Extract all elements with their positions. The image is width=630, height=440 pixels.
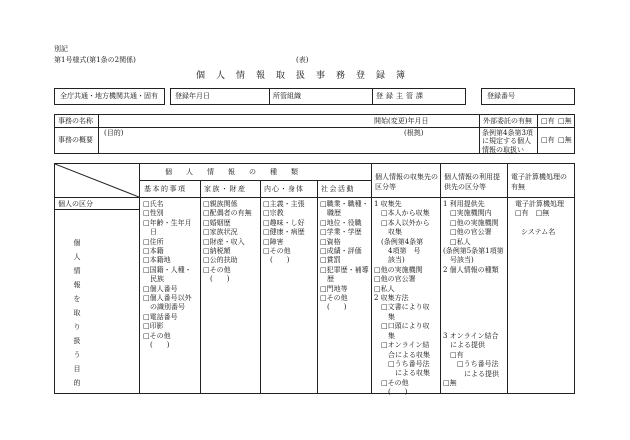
list-item[interactable]: □成績・評価 bbox=[320, 247, 362, 256]
list-item[interactable]: □他の実施機関 bbox=[374, 265, 423, 274]
list-item[interactable]: □うち番号法 bbox=[374, 359, 430, 368]
list-item[interactable]: □性別 bbox=[143, 209, 164, 218]
list-item: 集 bbox=[374, 331, 395, 340]
list-item: の識別番号 bbox=[143, 303, 185, 312]
external-yes[interactable]: □有 bbox=[541, 117, 555, 125]
mind-items bbox=[263, 200, 305, 266]
list-item[interactable]: □障害 bbox=[263, 237, 284, 246]
individual-category-label: 個人の区分 bbox=[58, 200, 93, 208]
list-item[interactable]: □電話番号 bbox=[143, 312, 178, 321]
list-item[interactable]: □婚姻歴 bbox=[203, 218, 231, 227]
front-side-label: (表) bbox=[296, 56, 309, 64]
organization-label: 全庁共通・地方機関共通・固有 bbox=[60, 92, 158, 100]
list-item: 歴 bbox=[320, 275, 334, 284]
affair-name-label: 事務の名称 bbox=[58, 117, 93, 125]
list-item: 職歴 bbox=[320, 209, 341, 218]
ecomp-items bbox=[515, 200, 564, 238]
provide-header: 個人情報の利用提供先の区分等 bbox=[444, 173, 500, 191]
list-item[interactable]: □国籍・人種・ bbox=[143, 265, 192, 274]
list-item[interactable]: □個人番号 bbox=[143, 284, 178, 293]
list-item[interactable]: □門地等 bbox=[320, 284, 348, 293]
list-item: ( ) bbox=[320, 303, 347, 312]
list-item[interactable]: □納税額 bbox=[203, 247, 231, 256]
list-item: 民族 bbox=[143, 275, 164, 284]
list-item[interactable]: □有 bbox=[443, 350, 464, 359]
external-consignment-label: 外部委託の有無 bbox=[483, 117, 532, 125]
list-item: ( ) bbox=[374, 388, 408, 397]
list-item[interactable]: □口頭により収 bbox=[374, 322, 430, 331]
family-items bbox=[203, 200, 252, 285]
list-item[interactable]: □他の実施機関 bbox=[443, 218, 499, 227]
summary-block bbox=[54, 114, 575, 154]
list-item: 合による収集 bbox=[374, 350, 430, 359]
list-item: ( ) bbox=[263, 256, 290, 265]
page-title: 個人情報取扱事務登録簿 bbox=[196, 71, 417, 81]
list-item[interactable]: □有 □無 bbox=[515, 209, 550, 218]
list-item[interactable]: □その他 bbox=[374, 378, 409, 387]
list-item[interactable]: □主義・主張 bbox=[263, 200, 305, 208]
department-label: 所管組織 bbox=[273, 92, 301, 100]
list-item[interactable]: □住所 bbox=[143, 237, 164, 246]
article4-no[interactable]: □無 bbox=[558, 136, 572, 144]
list-item[interactable]: □犯罪歴・補導 bbox=[320, 265, 369, 274]
list-item: 2 個人情報の種類 bbox=[443, 265, 499, 274]
ecomp-header: 電子計算機処理の有無 bbox=[511, 173, 567, 191]
list-item[interactable]: □年齢・生年月 bbox=[143, 218, 192, 227]
collect-header: 個人情報の収集先の区分等 bbox=[375, 173, 438, 191]
list-item: ( ) bbox=[203, 275, 230, 284]
list-item: ( ) bbox=[143, 341, 170, 350]
list-item: 該当) bbox=[374, 256, 405, 265]
provide-items bbox=[443, 200, 504, 275]
list-item[interactable]: □資格 bbox=[320, 237, 341, 246]
basic-header: 基本的事項 bbox=[144, 185, 187, 193]
article4-yes[interactable]: □有 bbox=[541, 136, 555, 144]
article4-label: 条例第4条第3項に規定する個人情報の取扱い bbox=[482, 129, 533, 154]
list-item[interactable]: □他の官公署 bbox=[443, 228, 492, 237]
list-item[interactable]: □財産・収入 bbox=[203, 237, 245, 246]
registration-number-field bbox=[481, 88, 575, 105]
list-item[interactable]: □賞罰 bbox=[320, 256, 341, 265]
list-item: による提供 bbox=[443, 369, 499, 378]
list-item[interactable]: □本籍 bbox=[143, 247, 164, 256]
collect-items bbox=[374, 200, 430, 398]
registrant-label: 登録主管課 bbox=[376, 92, 426, 100]
list-item[interactable]: □趣味・し好 bbox=[263, 218, 305, 227]
list-item: (条例第4条第 bbox=[374, 237, 424, 246]
form-number: 第1号様式(第1条の2関係) bbox=[54, 56, 136, 64]
external-no[interactable]: □無 bbox=[558, 117, 572, 125]
list-item[interactable]: □印影 bbox=[143, 322, 164, 331]
list-item[interactable]: □他の官公署 bbox=[374, 275, 416, 284]
list-item[interactable]: □学業・学歴 bbox=[320, 228, 362, 237]
list-item[interactable]: □本人から収集 bbox=[374, 209, 430, 218]
social-header: 社会活動 bbox=[321, 185, 355, 193]
family-header: 家族・財産 bbox=[204, 185, 247, 193]
list-item[interactable]: □文書により収 bbox=[374, 303, 430, 312]
start-date-label: 開始(変更)年月日 bbox=[374, 117, 429, 125]
social-items bbox=[320, 200, 369, 313]
list-item: 集 bbox=[374, 312, 395, 321]
organization-field bbox=[54, 88, 165, 105]
registration-number-label: 登録番号 bbox=[487, 92, 515, 100]
list-item[interactable]: □宗教 bbox=[263, 209, 284, 218]
list-item[interactable]: □その他 bbox=[263, 247, 291, 256]
registration-date-label: 登録年月日 bbox=[175, 92, 210, 100]
list-item[interactable]: □私人 bbox=[374, 284, 395, 293]
affair-summary-label: 事務の概要 bbox=[58, 136, 93, 144]
list-item: 号該当) bbox=[443, 256, 474, 265]
online-provision-items bbox=[443, 332, 499, 388]
list-item[interactable]: □オンライン結 bbox=[374, 341, 430, 350]
list-item[interactable]: □家族状況 bbox=[203, 228, 238, 237]
list-item[interactable]: □その他 bbox=[143, 331, 171, 340]
list-item[interactable]: □公的扶助 bbox=[203, 256, 238, 265]
list-item[interactable]: □配偶者の有無 bbox=[203, 209, 252, 218]
list-item[interactable]: □職業・職種・ bbox=[320, 200, 369, 208]
diagonal-corner bbox=[55, 164, 139, 197]
list-item bbox=[515, 219, 564, 228]
list-item[interactable]: □私人 bbox=[443, 237, 471, 246]
list-item[interactable]: □実施機関内 bbox=[443, 209, 492, 218]
list-item: 1 利用提供先 bbox=[443, 200, 485, 208]
list-item: 4項第 号 bbox=[374, 247, 421, 256]
list-item: 1 収集先 bbox=[374, 200, 402, 208]
basic-items bbox=[143, 200, 192, 351]
list-item: 電子計算機処理 bbox=[515, 200, 564, 208]
list-item[interactable]: □本籍地 bbox=[143, 256, 171, 265]
list-item: 収集 bbox=[374, 228, 402, 237]
list-item: 日 bbox=[143, 228, 157, 237]
list-item: による提供 bbox=[443, 341, 485, 350]
list-item[interactable]: □その他 bbox=[320, 294, 348, 303]
purpose-vertical-label: 個人情報を取り扱う目的 bbox=[73, 239, 81, 387]
list-item[interactable]: □氏名 bbox=[143, 200, 164, 208]
main-table bbox=[54, 163, 575, 397]
list-item: システム名 bbox=[521, 228, 556, 237]
list-item[interactable]: □その他 bbox=[203, 265, 231, 274]
kinds-header: 個人情報の種類 bbox=[165, 168, 312, 176]
list-item[interactable]: □個人番号以外 bbox=[143, 294, 192, 303]
basis-label: (根拠) bbox=[404, 129, 424, 137]
list-item[interactable]: □無 bbox=[443, 379, 457, 388]
mind-header: 内心・身体 bbox=[264, 185, 304, 193]
list-item: (条例第5条第1項第 bbox=[443, 247, 504, 256]
list-item[interactable]: □本人以外から bbox=[374, 218, 430, 227]
list-item: による収集 bbox=[374, 369, 430, 378]
list-item[interactable]: □地位・役職 bbox=[320, 218, 362, 227]
list-item[interactable]: □健康・病歴 bbox=[263, 228, 305, 237]
list-item[interactable]: □うち番号法 bbox=[443, 360, 499, 369]
appendix-label: 別記 bbox=[54, 45, 68, 53]
list-item: 3 オンライン結合 bbox=[443, 332, 499, 340]
list-item: 2 収集方法 bbox=[374, 294, 409, 303]
registration-info-row bbox=[170, 88, 466, 105]
purpose-label: (目的) bbox=[104, 129, 124, 137]
list-item[interactable]: □親族関係 bbox=[203, 200, 238, 208]
